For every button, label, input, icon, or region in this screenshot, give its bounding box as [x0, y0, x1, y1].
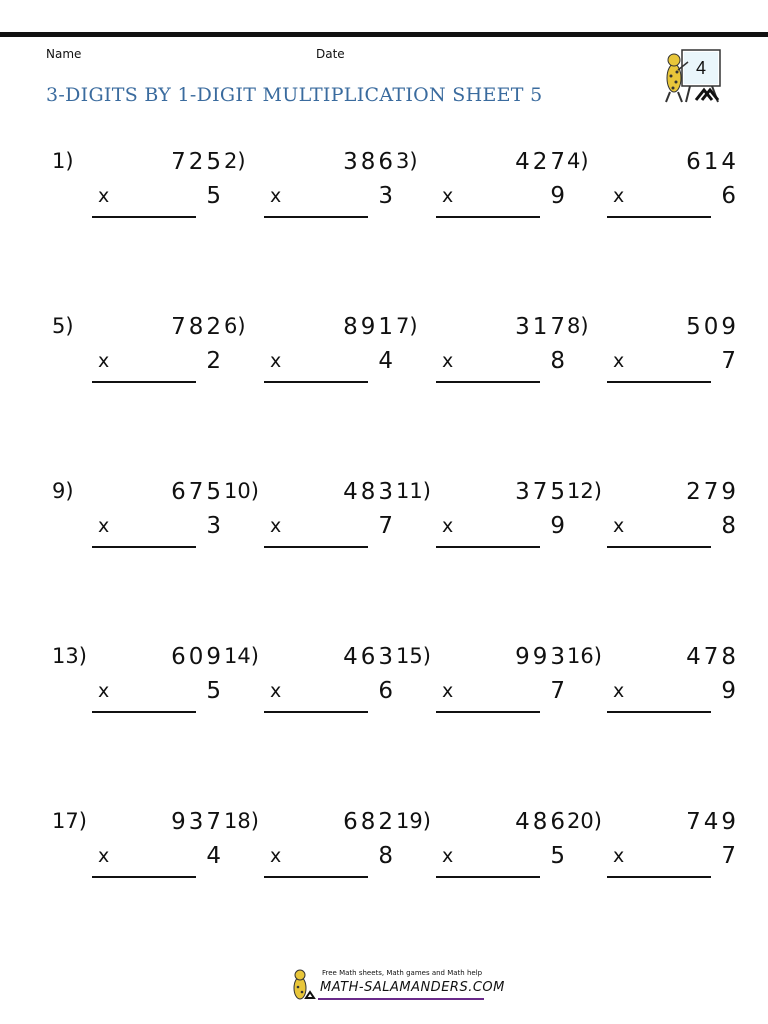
multiply-sign: x	[613, 845, 625, 867]
problem-number: 3)	[396, 149, 418, 173]
multiply-sign: x	[442, 680, 454, 702]
multiply-sign: x	[270, 515, 282, 537]
multiplier: 7	[721, 843, 739, 869]
problem-number: 10)	[224, 479, 259, 503]
multiplicand: 675	[171, 479, 224, 505]
problem-number: 14)	[224, 644, 259, 668]
multiply-sign: x	[442, 515, 454, 537]
multiplicand: 483	[343, 479, 396, 505]
multiplier: 5	[206, 678, 224, 704]
answer-line	[264, 711, 368, 713]
date-label: Date	[316, 47, 345, 61]
multiply-sign: x	[98, 185, 110, 207]
problem-number: 16)	[567, 644, 602, 668]
multiplicand: 782	[171, 314, 224, 340]
answer-line	[607, 381, 711, 383]
multiply-sign: x	[270, 350, 282, 372]
worksheet-title: 3-DIGITS BY 1-DIGIT MULTIPLICATION SHEET 5	[46, 84, 543, 106]
answer-line	[436, 546, 540, 548]
multiply-sign: x	[613, 515, 625, 537]
answer-line	[436, 216, 540, 218]
salamander-icon	[288, 968, 318, 1004]
problem-7	[396, 314, 568, 394]
multiplier: 8	[721, 513, 739, 539]
multiplicand: 509	[686, 314, 739, 340]
problem-15	[396, 644, 568, 724]
footer-branding	[288, 968, 505, 1004]
problem-number: 8)	[567, 314, 589, 338]
answer-line	[92, 711, 196, 713]
problem-9	[52, 479, 224, 559]
multiplier: 7	[550, 678, 568, 704]
problem-1	[52, 149, 224, 229]
multiplier: 3	[378, 183, 396, 209]
multiply-sign: x	[442, 185, 454, 207]
answer-line	[264, 546, 368, 548]
multiply-sign: x	[270, 185, 282, 207]
multiply-sign: x	[270, 845, 282, 867]
problem-number: 19)	[396, 809, 431, 833]
multiplicand: 891	[343, 314, 396, 340]
problem-number: 12)	[567, 479, 602, 503]
multiply-sign: x	[613, 680, 625, 702]
problem-number: 11)	[396, 479, 431, 503]
problem-5	[52, 314, 224, 394]
multiplicand: 682	[343, 809, 396, 835]
problem-4	[567, 149, 739, 229]
problem-19	[396, 809, 568, 889]
multiplier: 8	[550, 348, 568, 374]
problem-number: 18)	[224, 809, 259, 833]
problem-number: 1)	[52, 149, 74, 173]
multiplicand: 725	[171, 149, 224, 175]
problem-2	[224, 149, 396, 229]
top-rule	[0, 32, 768, 37]
problem-number: 5)	[52, 314, 74, 338]
problem-number: 17)	[52, 809, 87, 833]
salamander-teacher-logo	[660, 48, 724, 104]
multiplier: 9	[550, 183, 568, 209]
answer-line	[264, 216, 368, 218]
multiplier: 6	[378, 678, 396, 704]
multiplicand: 614	[686, 149, 739, 175]
multiplier: 5	[206, 183, 224, 209]
problem-number: 2)	[224, 149, 246, 173]
footer-tagline: Free Math sheets, Math games and Math help	[322, 969, 483, 977]
problem-18	[224, 809, 396, 889]
answer-line	[607, 876, 711, 878]
answer-line	[436, 876, 540, 878]
problem-number: 6)	[224, 314, 246, 338]
multiplier: 4	[206, 843, 224, 869]
multiplier: 3	[206, 513, 224, 539]
answer-line	[607, 711, 711, 713]
answer-line	[92, 546, 196, 548]
multiply-sign: x	[98, 680, 110, 702]
multiply-sign: x	[442, 350, 454, 372]
multiplier: 9	[721, 678, 739, 704]
multiply-sign: x	[98, 515, 110, 537]
multiplicand: 749	[686, 809, 739, 835]
problem-14	[224, 644, 396, 724]
multiplicand: 375	[515, 479, 568, 505]
problem-6	[224, 314, 396, 394]
problem-13	[52, 644, 224, 724]
problem-8	[567, 314, 739, 394]
problem-16	[567, 644, 739, 724]
multiplier: 9	[550, 513, 568, 539]
answer-line	[92, 216, 196, 218]
problem-12	[567, 479, 739, 559]
multiplicand: 386	[343, 149, 396, 175]
multiplicand: 317	[515, 314, 568, 340]
multiplicand: 937	[171, 809, 224, 835]
multiplicand: 486	[515, 809, 568, 835]
problem-3	[396, 149, 568, 229]
multiply-sign: x	[613, 350, 625, 372]
answer-line	[436, 711, 540, 713]
multiplicand: 993	[515, 644, 568, 670]
problem-number: 9)	[52, 479, 74, 503]
name-label: Name	[46, 47, 82, 61]
multiplier: 7	[721, 348, 739, 374]
multiply-sign: x	[270, 680, 282, 702]
multiplicand: 463	[343, 644, 396, 670]
answer-line	[436, 381, 540, 383]
multiplier: 4	[378, 348, 396, 374]
answer-line	[92, 381, 196, 383]
multiplicand: 478	[686, 644, 739, 670]
problem-11	[396, 479, 568, 559]
multiply-sign: x	[98, 350, 110, 372]
answer-line	[607, 216, 711, 218]
multiplicand: 609	[171, 644, 224, 670]
multiplier: 8	[378, 843, 396, 869]
footer-site-name: MATH-SALAMANDERS.COM	[320, 980, 505, 995]
answer-line	[264, 876, 368, 878]
multiplicand: 279	[686, 479, 739, 505]
problem-20	[567, 809, 739, 889]
multiply-sign: x	[98, 845, 110, 867]
multiplier: 5	[550, 843, 568, 869]
problem-number: 15)	[396, 644, 431, 668]
problem-17	[52, 809, 224, 889]
multiplier: 2	[206, 348, 224, 374]
board-digit: 4	[695, 58, 707, 78]
footer-underline	[318, 998, 484, 1000]
problem-number: 7)	[396, 314, 418, 338]
problem-number: 20)	[567, 809, 602, 833]
answer-line	[264, 381, 368, 383]
multiplier: 7	[378, 513, 396, 539]
multiply-sign: x	[613, 185, 625, 207]
problem-10	[224, 479, 396, 559]
problem-number: 4)	[567, 149, 589, 173]
answer-line	[92, 876, 196, 878]
multiplicand: 427	[515, 149, 568, 175]
multiply-sign: x	[442, 845, 454, 867]
problem-number: 13)	[52, 644, 87, 668]
answer-line	[607, 546, 711, 548]
multiplier: 6	[721, 183, 739, 209]
